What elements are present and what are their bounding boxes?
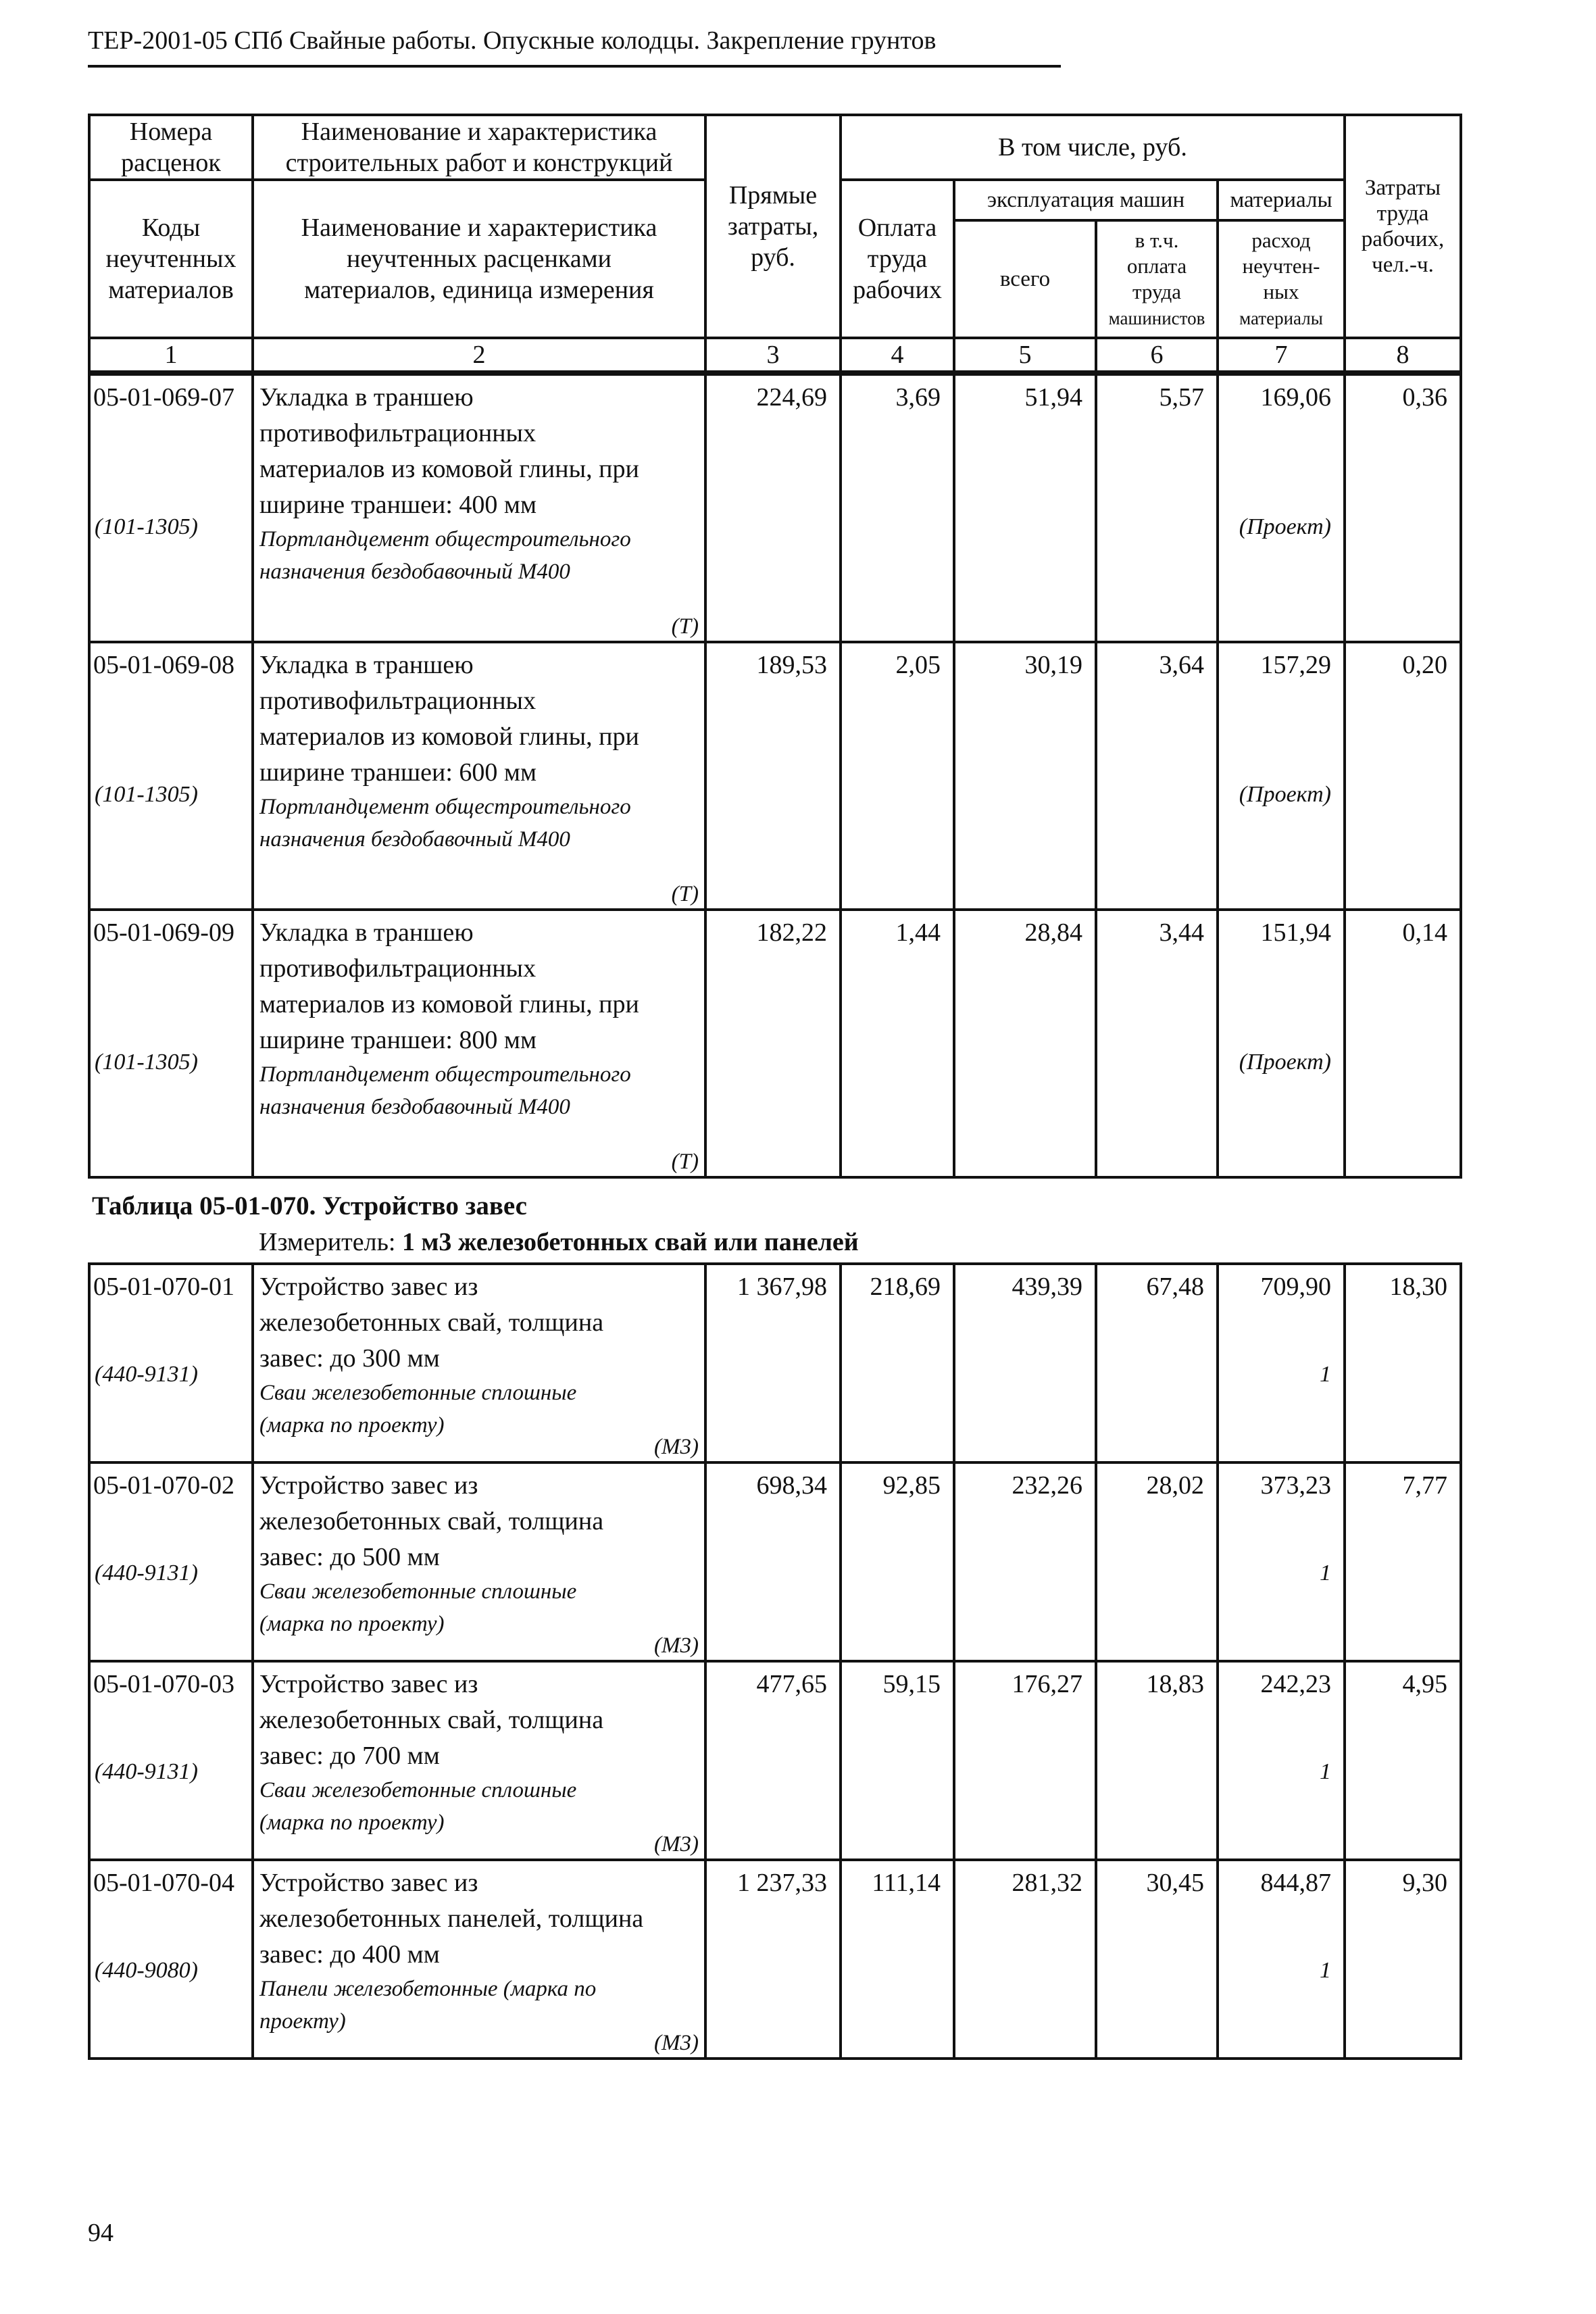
material-quantity: (Проект) [1239,782,1331,807]
work-name-line: противофильтрационных [259,687,537,715]
material-name-line: назначения бездобавочный М400 [259,827,570,852]
material-unit: (Т) [671,1150,699,1174]
material-name-line: назначения бездобавочный М400 [259,560,570,584]
table-row [89,1860,1461,2059]
work-name-line: противофильтрационных [259,419,537,447]
work-name-line: Устройство завес из [259,1869,478,1897]
worker-pay: 2,05 [895,651,941,679]
work-name-cell [253,1860,705,2059]
worker-pay-cell [841,1860,954,2059]
rate-code: 05-01-069-07 [93,383,234,412]
operator-pay-cell [1096,910,1218,1177]
work-name-cell [253,1462,705,1661]
direct-cost: 1 367,98 [737,1273,827,1301]
header-materials-usage: расход неучтен- ных материалы [1218,220,1345,338]
header-material-codes: Коды неучтенных материалов [89,180,253,338]
operator-pay: 30,45 [1146,1869,1204,1897]
material-unit: (М3) [654,2031,699,2055]
direct-cost: 698,34 [756,1471,827,1500]
work-name [254,1861,704,1973]
table-row [89,1661,1461,1860]
machine-cost: 176,27 [1012,1670,1082,1698]
work-name-line: Укладка в траншею [259,918,474,947]
labor-hours-cell [1345,1661,1461,1860]
machine-cost: 232,26 [1012,1471,1082,1500]
material-name-line: назначения бездобавочный М400 [259,1095,570,1119]
labor-hours: 0,36 [1402,383,1447,412]
header-material-names: Наименование и характеристика неучтенных расценками материалов, единица измерения [253,180,705,338]
material-cost: 242,23 [1260,1670,1331,1698]
operator-pay-cell [1096,642,1218,910]
material-cost-cell [1218,1860,1345,2059]
header-machines: эксплуатация машин [954,180,1218,220]
material-name [254,1774,704,1839]
machine-cost-cell [954,1661,1096,1860]
page-header: ТЕР-2001-05 СПб Свайные работы. Опускные колодцы. Закрепление грунтов [88,26,1061,68]
worker-pay-cell [841,642,954,910]
operator-pay: 67,48 [1146,1273,1204,1301]
work-name-line: ширине траншеи: 600 мм [259,758,537,787]
operator-pay: 18,83 [1146,1670,1204,1698]
table-row [89,910,1461,1177]
work-name-line: Устройство завес из [259,1471,478,1500]
labor-hours-cell [1345,1264,1461,1462]
material-name-line: Портландцемент общестроительного [259,527,631,551]
material-name-line: Панели железобетонные (марка по [259,1977,597,2001]
direct-cost: 189,53 [756,651,827,679]
work-name [254,643,704,791]
material-unit: (М3) [654,1633,699,1658]
work-name-line: Укладка в траншею [259,383,474,412]
direct-cost-cell [705,1462,841,1661]
work-name [254,376,704,523]
table-title: Таблица 05-01-070. Устройство завес [92,1191,527,1221]
labor-hours-cell [1345,642,1461,910]
header-worker-pay: Оплата труда рабочих [841,180,954,338]
material-name [254,1058,704,1123]
material-quantity: (Проект) [1239,1050,1331,1075]
machine-cost: 439,39 [1012,1273,1082,1301]
work-name-line: железобетонных свай, толщина [259,1507,604,1535]
material-name-line: (марка по проекту) [259,1413,445,1437]
worker-pay: 111,14 [872,1869,941,1897]
col-number: 7 [1218,338,1345,372]
col-number: 2 [253,338,705,372]
table-row [89,1264,1461,1462]
operator-pay-cell [1096,374,1218,642]
direct-cost: 477,65 [756,1670,827,1698]
material-cost: 844,87 [1260,1869,1331,1897]
rate-code-cell [89,1462,253,1661]
col-number: 8 [1345,338,1461,372]
material-code: (440-9131) [95,1560,198,1585]
operator-pay: 3,44 [1159,918,1204,947]
rate-code: 05-01-069-09 [93,918,234,947]
labor-hours: 9,30 [1402,1869,1447,1897]
material-name-line: проекту) [259,2009,346,2034]
col-number: 4 [841,338,954,372]
worker-pay: 218,69 [870,1273,941,1301]
work-name-cell [253,1264,705,1462]
labor-hours-cell [1345,1462,1461,1661]
work-name-cell [253,642,705,910]
material-cost-cell [1218,1462,1345,1661]
header-machines-total: всего [954,220,1096,338]
work-name-line: железобетонных панелей, толщина [259,1904,644,1933]
machine-cost-cell [954,910,1096,1177]
col-number: 3 [705,338,841,372]
operator-pay: 3,64 [1159,651,1204,679]
material-name-line: Сваи железобетонные сплошные [259,1778,577,1802]
material-cost: 373,23 [1260,1471,1331,1500]
worker-pay-cell [841,374,954,642]
work-name [254,1663,704,1774]
worker-pay: 1,44 [895,918,941,947]
header-group: В том числе, руб. [841,115,1345,180]
material-unit: (М3) [654,1435,699,1459]
labor-hours: 4,95 [1402,1670,1447,1698]
machine-cost: 51,94 [1024,383,1082,412]
direct-cost-cell [705,374,841,642]
labor-hours-cell [1345,374,1461,642]
machine-cost: 281,32 [1012,1869,1082,1897]
rate-code-cell [89,1661,253,1860]
rate-code: 05-01-070-01 [93,1273,234,1301]
work-name-line: материалов из комовой глины, при [259,455,639,483]
col-number: 6 [1096,338,1218,372]
work-name-line: материалов из комовой глины, при [259,722,639,751]
direct-cost-cell [705,642,841,910]
material-cost-cell [1218,374,1345,642]
material-quantity: (Проект) [1239,514,1331,539]
work-name [254,911,704,1058]
worker-pay-cell [841,910,954,1177]
material-name-line: Сваи железобетонные сплошные [259,1579,577,1604]
work-name-line: ширине траншеи: 400 мм [259,491,537,519]
rate-code: 05-01-070-03 [93,1670,234,1698]
work-name-line: противофильтрационных [259,954,537,983]
rate-code-cell [89,374,253,642]
table-row [89,1462,1461,1661]
worker-pay-cell [841,1264,954,1462]
labor-hours: 18,30 [1389,1273,1447,1301]
page-number: 94 [88,2219,114,2247]
rates-table-070 [88,1262,1462,2060]
header-direct-costs: Прямые затраты, руб. [705,115,841,338]
header-operators-pay: в т.ч. оплата труда машинистов [1096,220,1218,338]
worker-pay: 92,85 [882,1471,941,1500]
material-cost: 169,06 [1260,383,1331,412]
table-measure: Измеритель: 1 м3 железобетонных свай или панелей [259,1228,859,1256]
work-name-line: материалов из комовой глины, при [259,990,639,1018]
operator-pay: 28,02 [1146,1471,1204,1500]
rate-code: 05-01-070-02 [93,1471,234,1500]
work-name-line: железобетонных свай, толщина [259,1308,604,1337]
material-name [254,523,704,588]
material-quantity: 1 [1320,1958,1331,1983]
material-cost: 709,90 [1260,1273,1331,1301]
header-labor-hours: Затраты труда рабочих, чел.-ч. [1345,115,1461,338]
machine-cost-cell [954,374,1096,642]
material-name [254,791,704,856]
material-name [254,1377,704,1442]
worker-pay: 59,15 [882,1670,941,1698]
labor-hours-cell [1345,1860,1461,2059]
work-name-line: ширине траншеи: 800 мм [259,1026,537,1054]
material-code: (101-1305) [95,782,198,807]
work-name-line: Устройство завес из [259,1670,478,1698]
operator-pay-cell [1096,1264,1218,1462]
direct-cost: 1 237,33 [737,1869,827,1897]
machine-cost-cell [954,1264,1096,1462]
material-unit: (Т) [671,882,699,906]
work-name-cell [253,374,705,642]
material-unit: (М3) [654,1832,699,1856]
material-code: (440-9080) [95,1958,198,1983]
direct-cost-cell [705,910,841,1177]
material-name-line: (марка по проекту) [259,1811,445,1835]
work-name-line: завес: до 700 мм [259,1742,440,1770]
operator-pay: 5,57 [1159,383,1204,412]
labor-hours: 0,14 [1402,918,1447,947]
worker-pay-cell [841,1462,954,1661]
material-name-line: Портландцемент общестроительного [259,795,631,819]
operator-pay-cell [1096,1860,1218,2059]
machine-cost-cell [954,1462,1096,1661]
worker-pay: 3,69 [895,383,941,412]
work-name-line: Устройство завес из [259,1273,478,1301]
material-name-line: Портландцемент общестроительного [259,1062,631,1087]
machine-cost-cell [954,1860,1096,2059]
material-code: (440-9131) [95,1362,198,1387]
col-number: 5 [954,338,1096,372]
work-name [254,1265,704,1377]
work-name-line: завес: до 400 мм [259,1940,440,1969]
work-name-cell [253,910,705,1177]
material-cost-cell [1218,910,1345,1177]
material-name [254,1973,704,2038]
rate-code-cell [89,1860,253,2059]
material-cost: 157,29 [1260,651,1331,679]
material-name-line: Сваи железобетонные сплошные [259,1381,577,1405]
work-name-cell [253,1661,705,1860]
machine-cost-cell [954,642,1096,910]
rates-table-069 [88,373,1462,1179]
rate-code-cell [89,910,253,1177]
rate-code: 05-01-069-08 [93,651,234,679]
rate-code-cell [89,1264,253,1462]
col-number: 1 [89,338,253,372]
header-work-name: Наименование и характеристика строительных работ и конструкций [253,115,705,180]
material-cost-cell [1218,1661,1345,1860]
direct-cost: 224,69 [756,383,827,412]
material-code: (440-9131) [95,1759,198,1784]
labor-hours-cell [1345,910,1461,1177]
table-header [88,114,1462,373]
work-name-line: завес: до 500 мм [259,1543,440,1571]
material-code: (101-1305) [95,1050,198,1075]
material-quantity: 1 [1320,1362,1331,1387]
direct-cost-cell [705,1264,841,1462]
labor-hours: 0,20 [1402,651,1447,679]
machine-cost: 28,84 [1024,918,1082,947]
rate-code-cell [89,642,253,910]
work-name-line: железобетонных свай, толщина [259,1706,604,1734]
work-name-line: Укладка в траншею [259,651,474,679]
material-code: (101-1305) [95,514,198,539]
work-name [254,1464,704,1575]
rate-code: 05-01-070-04 [93,1869,234,1897]
header-rate-number: Номера расценок [89,115,253,180]
header-materials: материалы [1218,180,1345,220]
worker-pay-cell [841,1661,954,1860]
material-unit: (Т) [671,614,699,639]
material-name [254,1575,704,1640]
table-row [89,642,1461,910]
material-cost-cell [1218,1264,1345,1462]
machine-cost: 30,19 [1024,651,1082,679]
material-name-line: (марка по проекту) [259,1612,445,1636]
work-name-line: завес: до 300 мм [259,1344,440,1373]
operator-pay-cell [1096,1661,1218,1860]
material-quantity: 1 [1320,1560,1331,1585]
labor-hours: 7,77 [1402,1471,1447,1500]
direct-cost-cell [705,1661,841,1860]
table-row [89,374,1461,642]
operator-pay-cell [1096,1462,1218,1661]
material-cost: 151,94 [1260,918,1331,947]
material-cost-cell [1218,642,1345,910]
direct-cost: 182,22 [756,918,827,947]
material-quantity: 1 [1320,1759,1331,1784]
direct-cost-cell [705,1860,841,2059]
